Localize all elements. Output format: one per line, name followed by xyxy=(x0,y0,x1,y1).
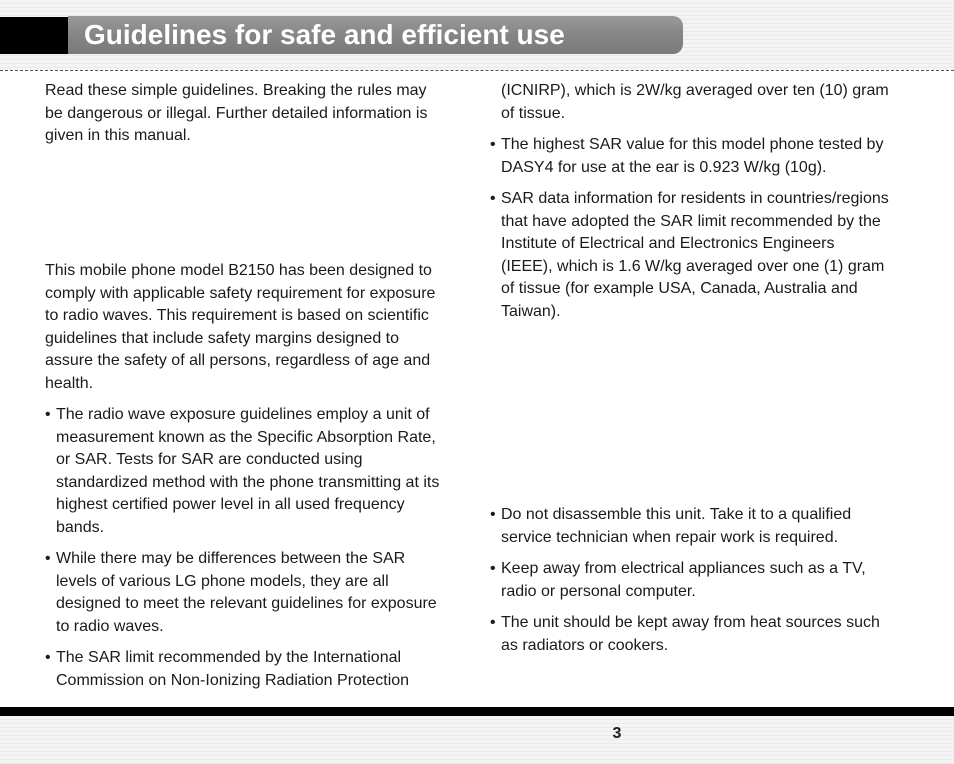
list-item-text: Keep away from electrical appliances such as a TV, radio or personal computer. xyxy=(501,560,866,600)
list-item xyxy=(490,612,890,657)
list-item-text: The highest SAR value for this model phone tested by DASY4 for use at the ear is 0.923 W/kg (10g). xyxy=(501,136,884,176)
page-title: Guidelines for safe and efficient use xyxy=(84,19,565,50)
continuation-text: (ICNIRP), which is 2W/kg averaged over ten (10) gram of tissue. xyxy=(501,82,889,122)
model-paragraph: This mobile phone model B2150 has been designed to comply with applicable safety requirement for exposure to radio waves. This requirement is based on scientific guidelines that include safety margins designed to assure the safety of all persons, regardless of age and health. xyxy=(45,262,436,392)
list-item xyxy=(45,548,445,638)
list-item xyxy=(45,404,445,539)
header-black-tab xyxy=(0,17,68,54)
list-item xyxy=(490,188,890,323)
list-item xyxy=(490,134,890,179)
right-column-sar xyxy=(490,80,890,323)
bullet-icon: • xyxy=(490,506,496,523)
list-item xyxy=(45,647,445,692)
list-item-text: The SAR limit recommended by the International Commission on Non-Ionizing Radiation Protection xyxy=(56,649,410,689)
bullet-icon: • xyxy=(490,560,496,577)
page-number: 3 xyxy=(612,725,622,742)
list-item-text: The unit should be kept away from heat sources such as radiators or cookers. xyxy=(501,614,880,654)
list-item-text: SAR data information for residents in countries/regions that have adopted the SAR limit recommended by the Institute of Electrical and Electronics Engineers (IEEE), which is 1.6 W/kg averaged over one (1) gram of tissue (for example USA, Canada, Australia and Taiwan). xyxy=(501,190,889,320)
list-item-text: The radio wave exposure guidelines employ a unit of measurement known as the Specific Absorption Rate, or SAR. Tests for SAR are conducted using standardized method with the phone transmitting at its highest certified power level in all used frequency bands. xyxy=(56,406,440,536)
bullet-icon: • xyxy=(45,406,51,423)
right-column-care xyxy=(490,504,890,657)
list-item xyxy=(490,558,890,603)
list-item-text: While there may be differences between the SAR levels of various LG phone models, they are all designed to meet the relevant guidelines for exposure to radio waves. xyxy=(56,550,437,635)
intro-paragraph: Read these simple guidelines. Breaking the rules may be dangerous or illegal. Further detailed information is given in this manual. xyxy=(45,82,428,144)
dashed-divider xyxy=(0,70,954,71)
bullet-icon: • xyxy=(490,136,496,153)
bullet-icon: • xyxy=(490,190,496,207)
list-item xyxy=(490,504,890,549)
left-column-body xyxy=(45,260,445,692)
bullet-icon: • xyxy=(490,614,496,631)
bullet-icon: • xyxy=(45,550,51,567)
footer-bar xyxy=(0,707,954,716)
bullet-icon: • xyxy=(45,649,51,666)
left-column-intro xyxy=(45,80,445,148)
list-item-text: Do not disassemble this unit. Take it to a qualified service technician when repair work is required. xyxy=(501,506,852,546)
